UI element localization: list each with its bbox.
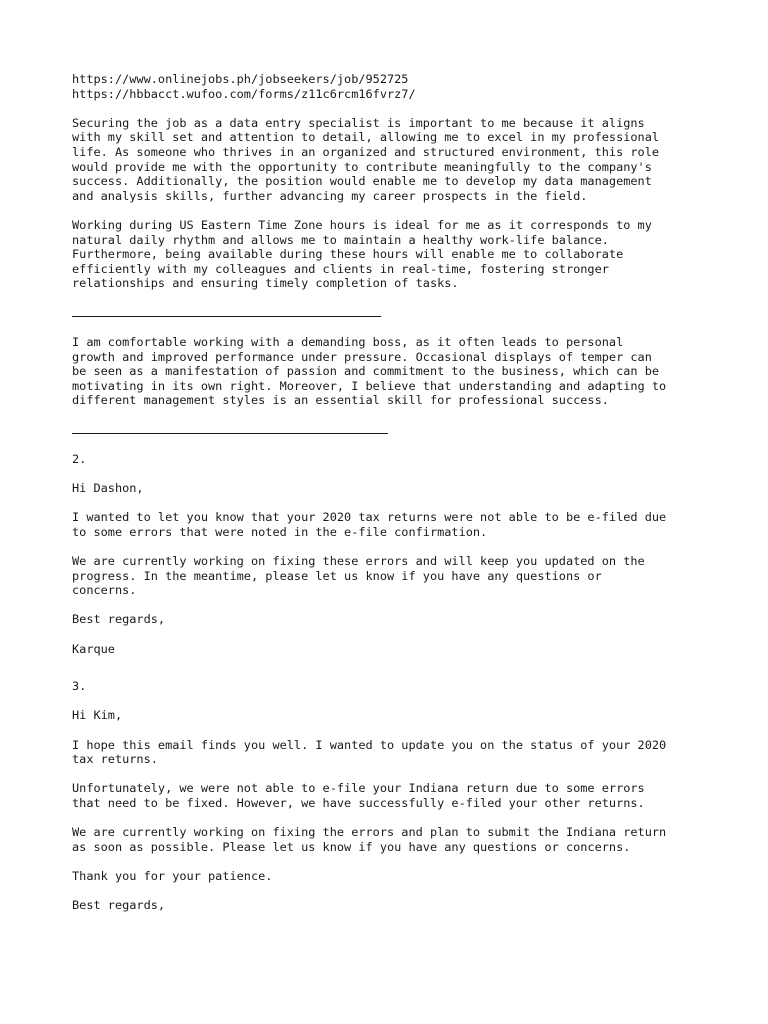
text-line: life. As someone who thrives in an organized and structured environment, this role [72,144,660,159]
job-link[interactable]: https://www.onlinejobs.ph/jobseekers/job/952725 [72,72,409,86]
answer-time-zone [72,218,712,291]
text-line: relationships and ensuring timely completion of tasks. [72,276,459,291]
email-thanks: Thank you for your patience. [72,868,273,883]
text-line: as soon as possible. Please let us know if you have any questions or concerns. [72,839,631,854]
form-link[interactable]: https://hbbacct.wufoo.com/forms/z11c6rcm16fvrz7/ [72,86,416,101]
text-line: efficiently with my colleagues and clients in real-time, fostering stronger [72,261,609,276]
answer-job-reason [72,116,712,204]
text-line: different management styles is an essential skill for professional success. [72,393,609,408]
text-line: would provide me with the opportunity to contribute meaningfully to the company's [72,159,652,174]
link-list [72,72,712,101]
text-line: with my skill set and attention to detail, allowing me to excel in my professional [72,130,660,145]
text-line: and analysis skills, further advancing my career prospects in the field. [72,188,588,203]
text-line: to some errors that were noted in the e-file confirmation. [72,524,488,539]
text-line: We are currently working on fixing the errors and plan to submit the Indiana return [72,825,667,840]
email-closing: Best regards, [72,898,166,913]
text-line: motivating in its own right. Moreover, I believe that understanding and adapting to [72,378,667,393]
text-line: progress. In the meantime, please let us know if you have any questions or [72,568,602,583]
text-line: I wanted to let you know that your 2020 tax returns were not able to be e-filed due [72,510,667,525]
section-number: 2. [72,451,87,466]
text-line: that need to be fixed. However, we have successfully e-filed your other returns. [72,795,645,810]
text-line: Furthermore, being available during these hours will enable me to collaborate [72,247,624,262]
text-line: success. Additionally, the position would enable me to develop my data management [72,174,652,189]
email-2 [72,452,712,656]
email-closing: Best regards, [72,612,166,627]
section-number: 3. [72,679,87,694]
text-line: We are currently working on fixing these errors and will keep you updated on the [72,554,645,569]
text-line: be seen as a manifestation of passion and commitment to the business, which can be [72,364,660,379]
text-line: Securing the job as a data entry specialist is important to me because it aligns [72,115,645,130]
text-line: I hope this email finds you well. I wanted to update you on the status of your 2020 [72,737,667,752]
email-greeting: Hi Kim, [72,708,123,723]
text-line: natural daily rhythm and allows me to maintain a healthy work-life balance. [72,232,609,247]
email-greeting: Hi Dashon, [72,481,144,496]
email-signature: Karque [72,641,115,656]
answer-boss [72,335,712,408]
text-line: growth and improved performance under pressure. Occasional displays of temper can [72,349,652,364]
text-line: I am comfortable working with a demanding boss, as it often leads to personal [72,334,624,349]
text-line: Working during US Eastern Time Zone hours is ideal for me as it corresponds to my [72,217,652,232]
document-page [72,72,712,913]
text-line: concerns. [72,583,137,598]
email-3 [72,679,712,913]
text-line: tax returns. [72,752,158,767]
text-line: Unfortunately, we were not able to e-file your Indiana return due to some errors [72,781,645,796]
